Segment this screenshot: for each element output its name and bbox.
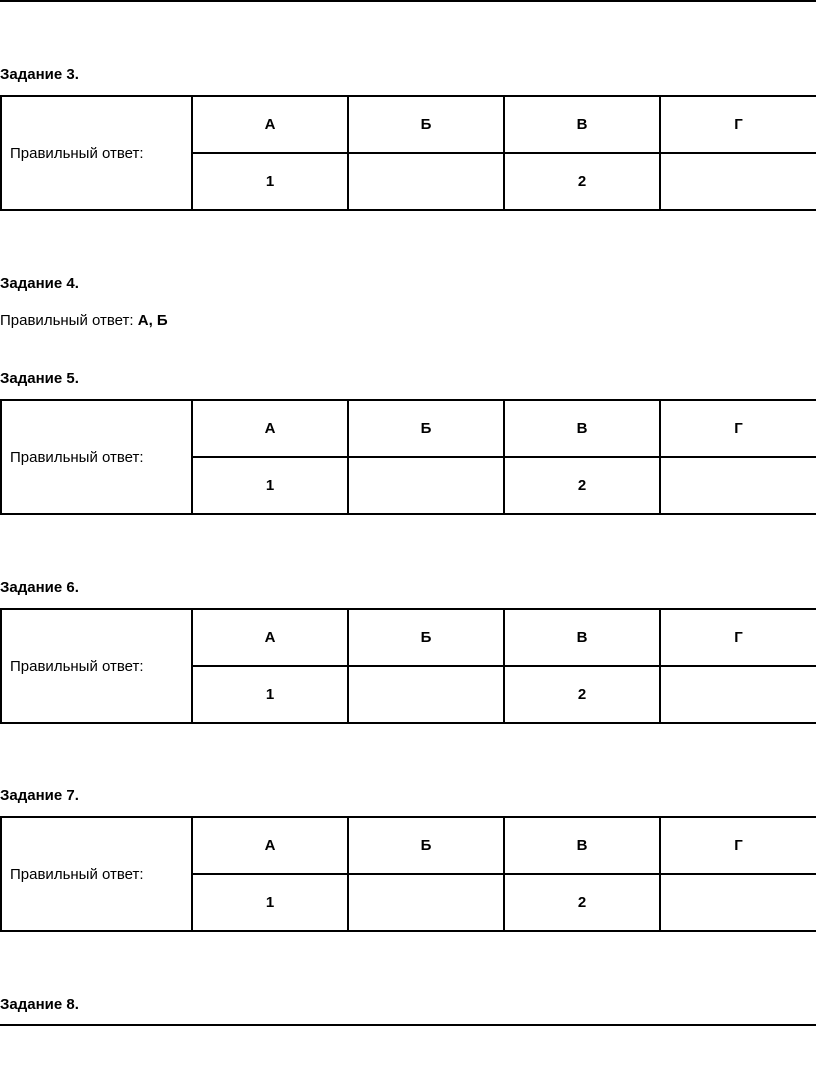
answer-label: Правильный ответ:	[1, 817, 192, 931]
task-6-heading: Задание 6.	[0, 579, 79, 596]
task-5-answer-table	[0, 399, 816, 515]
answer-cell-a: 1	[192, 666, 348, 723]
top-divider	[0, 0, 816, 2]
answer-cell-b	[348, 666, 504, 723]
task-6-answer-table	[0, 608, 816, 724]
answer-value: А, Б	[137, 312, 168, 329]
bottom-divider	[0, 1024, 816, 1026]
column-header-g: Г	[660, 609, 816, 666]
column-header-v: В	[504, 96, 660, 153]
answer-cell-b	[348, 457, 504, 514]
column-header-v: В	[504, 817, 660, 874]
column-header-v: В	[504, 609, 660, 666]
task-4-answer	[0, 312, 168, 330]
answer-label: Правильный ответ:	[0, 312, 134, 329]
task-4-heading: Задание 4.	[0, 275, 79, 292]
answer-cell-v: 2	[504, 153, 660, 210]
answer-label: Правильный ответ:	[1, 96, 192, 210]
task-7-answer-table	[0, 816, 816, 932]
column-header-b: Б	[348, 96, 504, 153]
column-header-a: А	[192, 96, 348, 153]
column-header-g: Г	[660, 817, 816, 874]
column-header-b: Б	[348, 400, 504, 457]
column-header-g: Г	[660, 400, 816, 457]
column-header-b: Б	[348, 609, 504, 666]
task-8-heading: Задание 8.	[0, 996, 79, 1013]
answer-cell-b	[348, 874, 504, 931]
answer-cell-v: 2	[504, 666, 660, 723]
task-3-answer-table	[0, 95, 816, 211]
answer-cell-v: 2	[504, 874, 660, 931]
column-header-v: В	[504, 400, 660, 457]
column-header-a: А	[192, 609, 348, 666]
answer-cell-v: 2	[504, 457, 660, 514]
answer-cell-a: 1	[192, 874, 348, 931]
answer-cell-b	[348, 153, 504, 210]
answer-cell-g	[660, 874, 816, 931]
column-header-b: Б	[348, 817, 504, 874]
answer-cell-g	[660, 457, 816, 514]
answer-cell-g	[660, 153, 816, 210]
answer-cell-a: 1	[192, 153, 348, 210]
answer-cell-a: 1	[192, 457, 348, 514]
task-7-heading: Задание 7.	[0, 787, 79, 804]
answer-cell-g	[660, 666, 816, 723]
column-header-a: А	[192, 400, 348, 457]
task-5-heading: Задание 5.	[0, 370, 79, 387]
column-header-a: А	[192, 817, 348, 874]
answer-label: Правильный ответ:	[1, 400, 192, 514]
column-header-g: Г	[660, 96, 816, 153]
task-3-heading: Задание 3.	[0, 66, 79, 83]
answer-label: Правильный ответ:	[1, 609, 192, 723]
